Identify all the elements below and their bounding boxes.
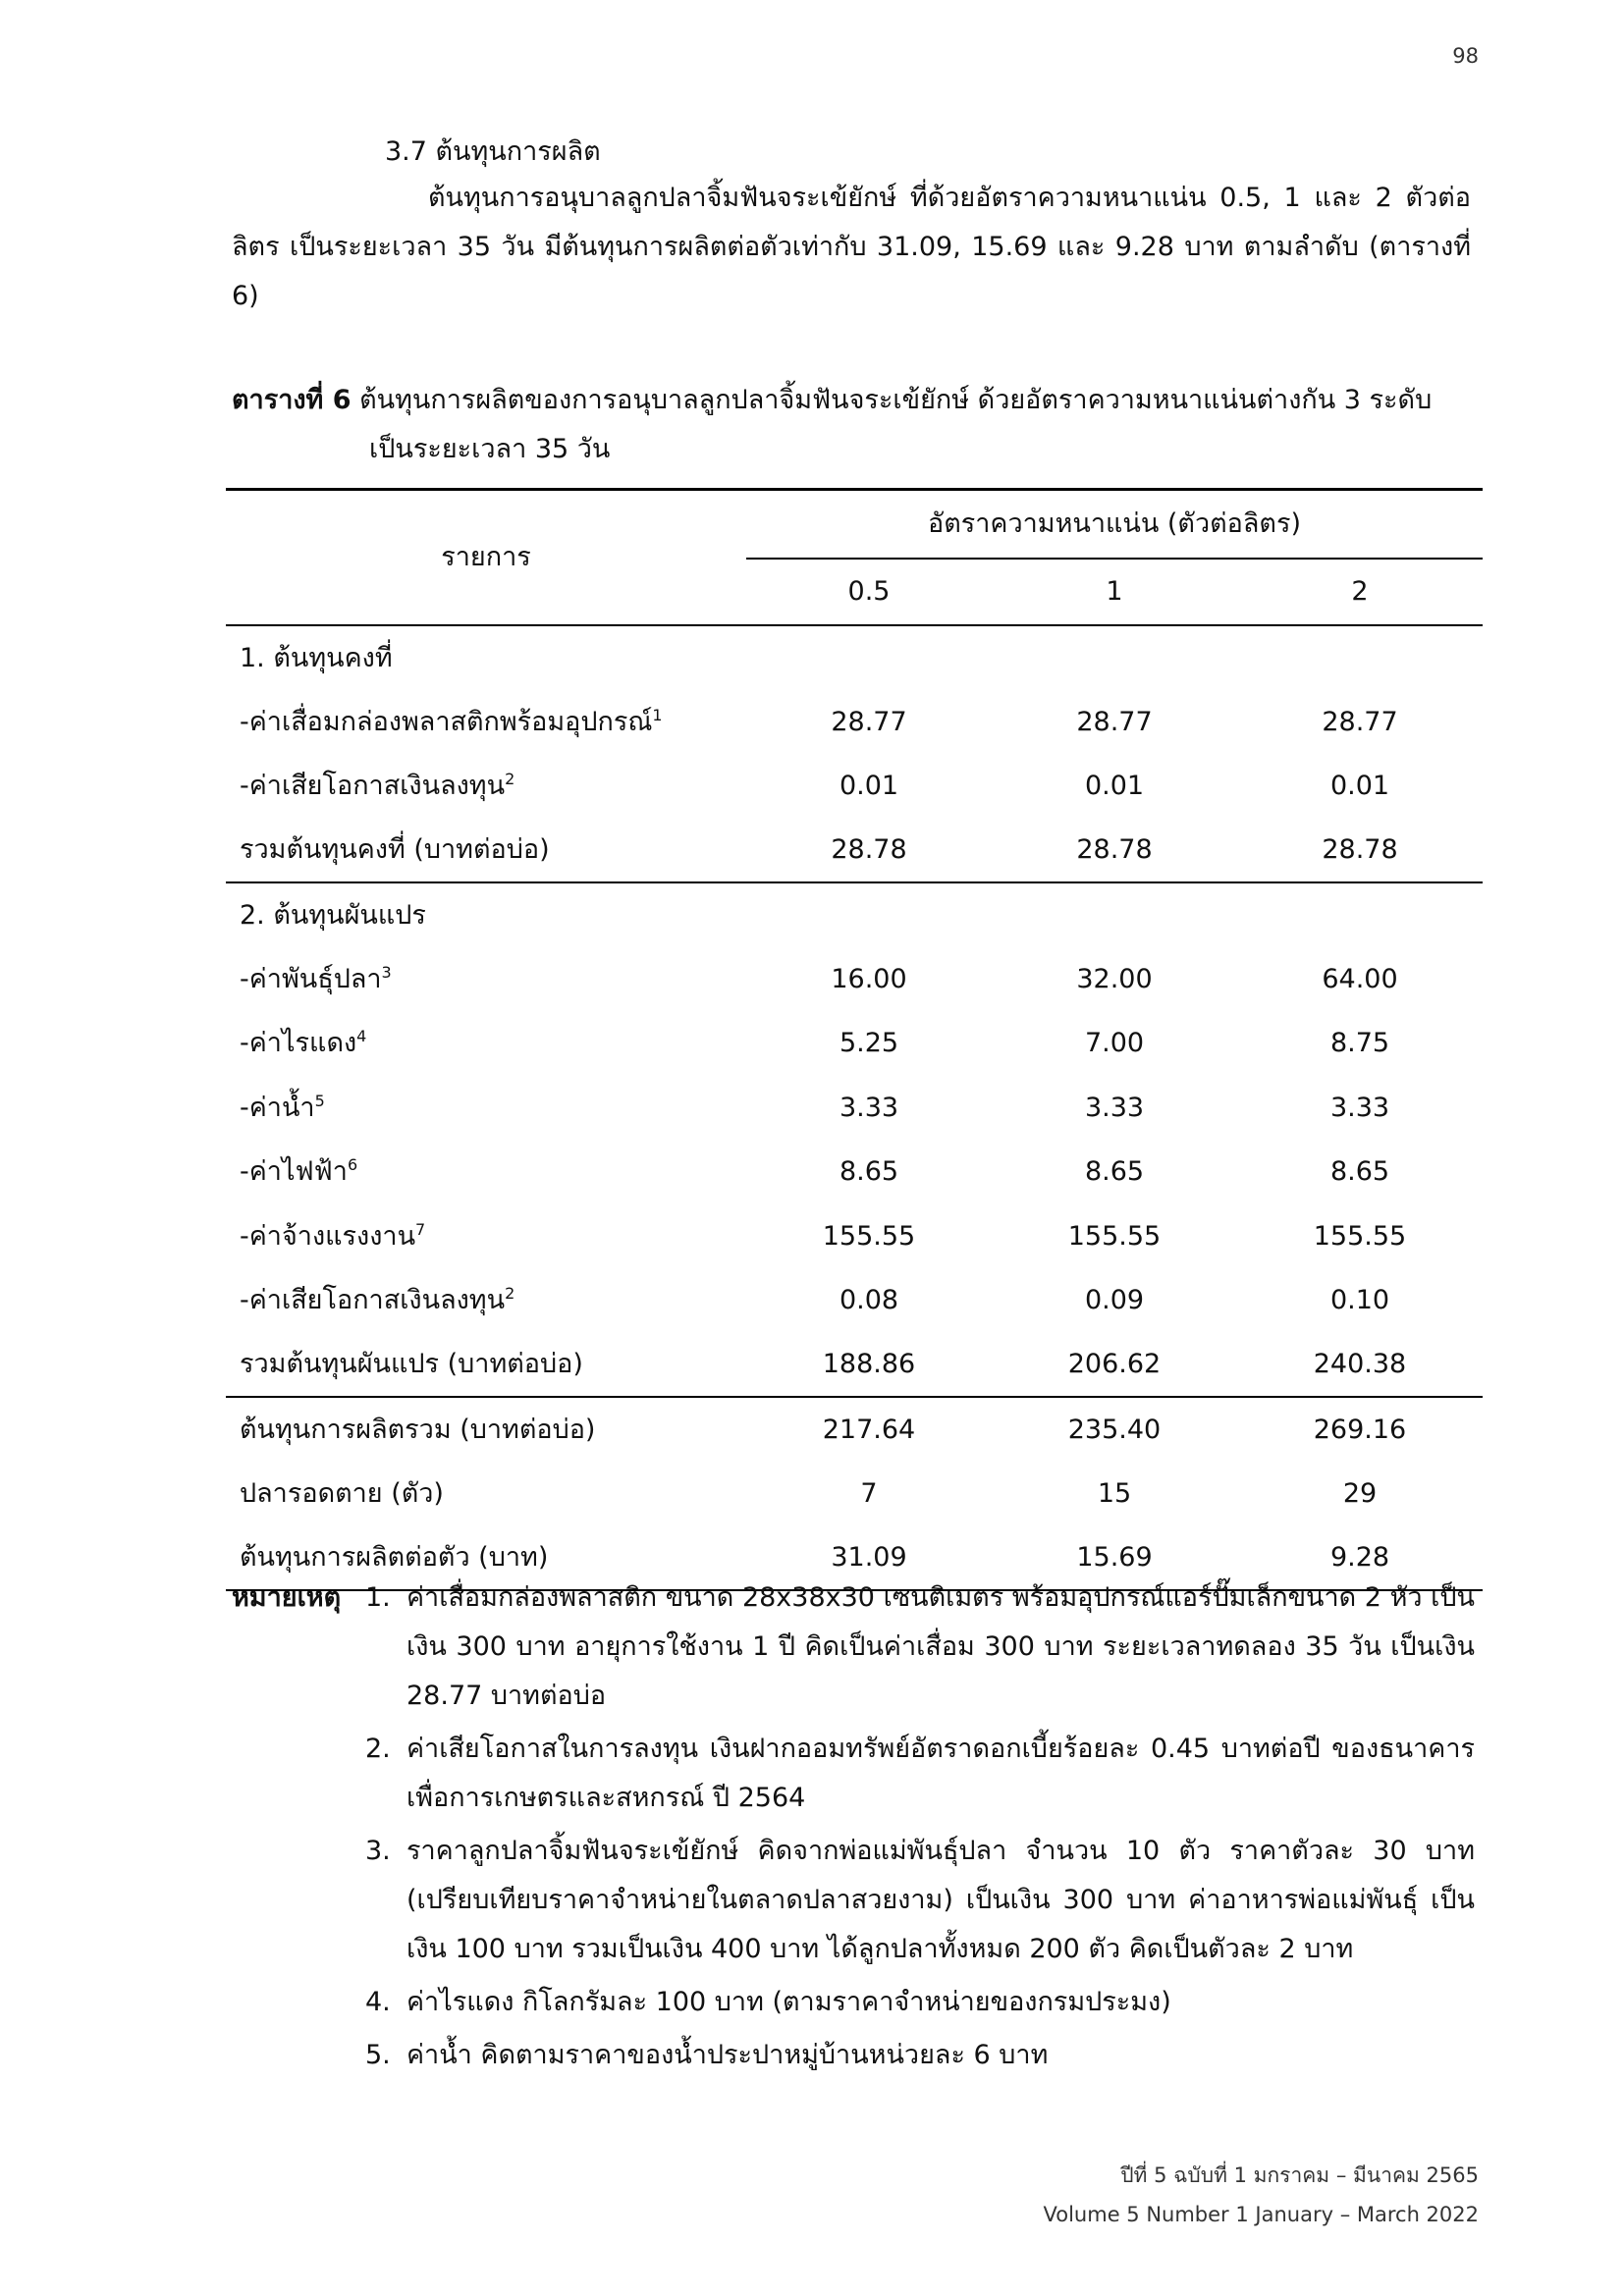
row-label — [226, 1011, 746, 1076]
table-caption-label: ตารางที่ 6 — [232, 385, 352, 415]
row-label — [226, 1333, 746, 1398]
cost-table — [226, 488, 1483, 1591]
row-label — [226, 625, 746, 690]
page-number: 98 — [1452, 44, 1479, 68]
section-paragraph: ต้นทุนการอนุบาลลูกปลาจิ้มฟันจระเข้ยักษ์ ที่ด้วยอัตราความหนาแน่น 0.5, 1 และ 2 ตัวต่อลิตร เป็นระยะเวลา 35 วัน มีต้นทุนการผลิตต่อตัวเท่ากับ 31.09, 15.69 และ 9.28 บาท ตามลำดับ (ตารางที่ 6) — [232, 183, 1471, 311]
row-value — [1237, 625, 1483, 690]
row-value: 269.16 — [1313, 1414, 1407, 1445]
footnote-ref: 6 — [347, 1155, 358, 1175]
table-row — [226, 882, 1483, 947]
header-density: อัตราความหนาแน่น (ตัวต่อลิตร) — [746, 490, 1483, 560]
row-value — [992, 882, 1237, 947]
table-row — [226, 690, 1483, 755]
row-label-text: -ค่าเสียโอกาสเงินลงทุน — [240, 771, 506, 802]
row-value: 8.65 — [1084, 1156, 1145, 1188]
row-value: 3.33 — [839, 1092, 899, 1123]
row-label-text: 2. ต้นทุนผันแปร — [240, 899, 426, 931]
table-row — [226, 625, 1483, 690]
row-value: 0.01 — [1084, 771, 1145, 802]
note-text: ค่าเสื่อมกล่องพลาสติก ขนาด 28x38x30 เซนติเมตร พร้อมอุปกรณ์แอร์ปั๊มเล็กขนาด 2 หัว เป็นเงิน 300 บาท อายุการใช้งาน 1 ปี คิดเป็นค่าเสื่อม 300 บาท ระยะเวลาทดลอง 35 วัน เป็นเงิน 28.77 บาทต่อบ่อ — [406, 1582, 1475, 1711]
row-value: 15 — [1097, 1477, 1132, 1509]
row-label-text: -ค่าไรแดง — [240, 1028, 357, 1059]
row-value: 9.28 — [1237, 1525, 1483, 1590]
table-caption-line-1 — [232, 376, 1471, 425]
note-number: 5. — [365, 2040, 391, 2070]
row-value: 0.01 — [1329, 771, 1390, 802]
footer — [1044, 2156, 1479, 2234]
row-label-text: -ค่าเสียโอกาสเงินลงทุน — [240, 1285, 506, 1316]
row-value — [746, 625, 992, 690]
footnote-ref: 1 — [652, 705, 663, 724]
note-text: ค่าน้ำ คิดตามราคาของน้ำประปาหมู่บ้านหน่วยละ 6 บาท — [406, 2040, 1049, 2070]
row-label — [226, 1462, 746, 1526]
table-row — [226, 1268, 1483, 1333]
table-row — [226, 947, 1483, 1012]
row-value: 28.77 — [831, 706, 907, 737]
row-value: 31.09 — [746, 1525, 992, 1590]
row-label-text: -ค่าเสื่อมกล่องพลาสติกพร้อมอุปกรณ์ — [240, 706, 653, 737]
notes-list — [365, 1574, 1475, 2084]
footnote-ref: 2 — [505, 1284, 515, 1304]
row-value: 188.86 — [746, 1333, 992, 1398]
row-value: 155.55 — [822, 1220, 916, 1252]
note-item — [365, 1827, 1475, 1974]
row-label-text: รวมต้นทุนคงที่ (บาทต่อบ่อ) — [240, 834, 550, 866]
table-row — [226, 1011, 1483, 1076]
table-row — [226, 1462, 1483, 1526]
row-value: 0.01 — [839, 771, 899, 802]
row-value: 8.75 — [1329, 1028, 1390, 1059]
footnote-ref: 4 — [356, 1027, 367, 1046]
footnote-ref: 5 — [314, 1091, 325, 1110]
row-label — [226, 1204, 746, 1269]
table-row — [226, 1140, 1483, 1204]
table-row — [226, 1076, 1483, 1141]
notes-heading: หมายเหตุ — [232, 1582, 342, 1613]
row-label — [226, 754, 746, 819]
footer-thai: ปีที่ 5 ฉบับที่ 1 มกราคม – มีนาคม 2565 — [1120, 2163, 1479, 2187]
row-value: 0.09 — [1084, 1285, 1145, 1316]
header-col-2: 1 — [992, 559, 1237, 625]
row-value: 28.77 — [1076, 706, 1153, 737]
row-label-text: ปลารอดตาย (ตัว) — [240, 1477, 444, 1509]
row-label — [226, 1140, 746, 1204]
row-label — [226, 947, 746, 1012]
table-row — [226, 1333, 1483, 1398]
note-number: 3. — [365, 1836, 391, 1866]
note-number: 4. — [365, 1987, 391, 2017]
row-label-text: -ค่าน้ำ — [240, 1092, 315, 1123]
row-label — [226, 819, 746, 883]
row-value: 155.55 — [1067, 1220, 1162, 1252]
table-caption-text: ต้นทุนการผลิตของการอนุบาลลูกปลาจิ้มฟันจระเข้ยักษ์ ด้วยอัตราความหนาแน่นต่างกัน 3 ระดับ — [359, 385, 1433, 415]
footnote-ref: 7 — [415, 1219, 426, 1239]
table-row — [226, 1397, 1483, 1462]
row-value: 3.33 — [1329, 1092, 1390, 1123]
row-value: 206.62 — [992, 1333, 1237, 1398]
row-value: 7.00 — [1084, 1028, 1145, 1059]
row-label — [226, 1268, 746, 1333]
row-value: 28.78 — [992, 819, 1237, 883]
table-row — [226, 754, 1483, 819]
header-col-3: 2 — [1237, 559, 1483, 625]
note-text: ราคาลูกปลาจิ้มฟันจระเข้ยักษ์ คิดจากพ่อแม่พันธุ์ปลา จำนวน 10 ตัว ราคาตัวละ 30 บาท (เปรียบเทียบราคาจำหน่ายในตลาดปลาสวยงาม) เป็นเงิน 300 บาท ค่าอาหารพ่อแม่พันธุ์ เป็นเงิน 100 บาท รวมเป็นเงิน 400 บาท ได้ลูกปลาทั้งหมด 200 ตัว คิดเป็นตัวละ 2 บาท — [406, 1836, 1475, 1964]
note-item — [365, 1978, 1475, 2027]
row-value: 217.64 — [822, 1414, 916, 1445]
row-value: 240.38 — [1237, 1333, 1483, 1398]
note-number: 2. — [365, 1734, 391, 1764]
row-value: 8.65 — [839, 1156, 899, 1188]
header-col-1: 0.5 — [746, 559, 992, 625]
row-value — [1237, 882, 1483, 947]
row-label-text: 1. ต้นทุนคงที่ — [240, 642, 393, 673]
note-item — [365, 1725, 1475, 1823]
header-item: รายการ — [226, 490, 746, 626]
row-label — [226, 1397, 746, 1462]
row-label-text: -ค่าจ้างแรงงาน — [240, 1220, 416, 1252]
footnote-ref: 3 — [381, 962, 392, 982]
table-row — [226, 819, 1483, 883]
section-heading: 3.7 ต้นทุนการผลิต — [385, 136, 601, 167]
table-row — [226, 1204, 1483, 1269]
table-caption — [232, 376, 1471, 474]
footnote-ref: 2 — [505, 770, 515, 789]
table-body — [226, 625, 1483, 1590]
row-value: 64.00 — [1322, 963, 1398, 994]
row-value: 28.78 — [1237, 819, 1483, 883]
row-value: 32.00 — [1076, 963, 1153, 994]
row-value: 15.69 — [992, 1525, 1237, 1590]
row-value: 7 — [860, 1477, 878, 1509]
row-value: 5.25 — [839, 1028, 899, 1059]
row-value: 29 — [1342, 1477, 1378, 1509]
note-item — [365, 1574, 1475, 1721]
row-value: 0.10 — [1329, 1285, 1390, 1316]
note-text: ค่าไรแดง กิโลกรัมละ 100 บาท (ตามราคาจำหน่ายของกรมประมง) — [406, 1987, 1171, 2017]
row-label — [226, 882, 746, 947]
row-value: 28.78 — [746, 819, 992, 883]
note-text: ค่าเสียโอกาสในการลงทุน เงินฝากออมทรัพย์อัตราดอกเบี้ยร้อยละ 0.45 บาทต่อปี ของธนาคารเพื่อการเกษตรและสหกรณ์ ปี 2564 — [406, 1734, 1475, 1813]
row-value: 8.65 — [1329, 1156, 1390, 1188]
row-value: 0.08 — [839, 1285, 899, 1316]
row-label — [226, 1076, 746, 1141]
row-label-text: -ค่าไฟฟ้า — [240, 1156, 348, 1188]
row-value — [992, 625, 1237, 690]
footer-english: Volume 5 Number 1 January – March 2022 — [1043, 2203, 1479, 2226]
note-item — [365, 2031, 1475, 2080]
row-value: 16.00 — [831, 963, 907, 994]
row-label-text: -ค่าพันธุ์ปลา — [240, 963, 382, 994]
row-value: 235.40 — [1067, 1414, 1162, 1445]
row-label-text: รวมต้นทุนผันแปร (บาทต่อบ่อ) — [240, 1349, 583, 1380]
row-value: 155.55 — [1313, 1220, 1407, 1252]
row-label-text: ต้นทุนการผลิตรวม (บาทต่อบ่อ) — [240, 1414, 596, 1445]
row-value: 3.33 — [1084, 1092, 1145, 1123]
row-label — [226, 690, 746, 755]
row-value — [746, 882, 992, 947]
row-label-text: ต้นทุนการผลิตต่อตัว (บาท) — [240, 1541, 549, 1573]
table-caption-line-2: เป็นระยะเวลา 35 วัน — [369, 434, 611, 464]
note-number: 1. — [365, 1582, 391, 1613]
row-value: 28.77 — [1322, 706, 1398, 737]
